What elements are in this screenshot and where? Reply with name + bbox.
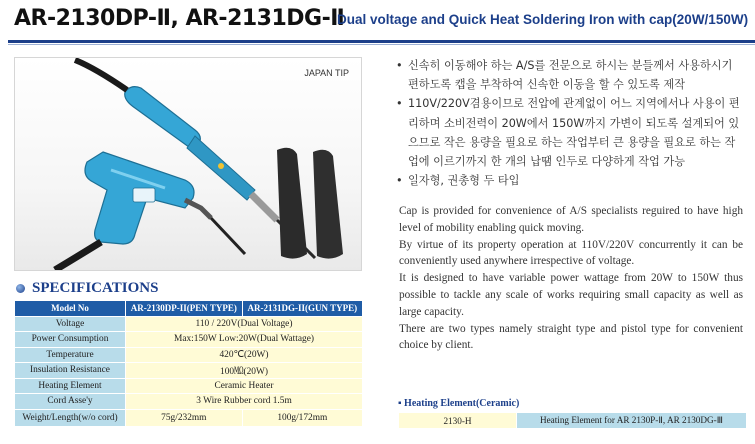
gun-cord xyxy=(55,242,101,270)
description-paragraph: By virtue of its property operation at 110V/220V concurrently it can be conveniently used anywhere irrespective of voltage. xyxy=(399,238,743,268)
row-value-gun: 100g/172mm xyxy=(242,409,362,426)
row-label: Heating Element xyxy=(15,378,126,394)
japan-tip-tag: JAPAN TIP xyxy=(304,68,349,78)
description-paragraph: Cap is provided for convenience of A/S specialists reguired to have high level of mobility enabling quick moving. xyxy=(399,205,743,234)
part-code: 2130-H xyxy=(399,413,517,429)
column-header: AR-2131DG-II(GUN TYPE) xyxy=(242,301,362,317)
heating-element-table xyxy=(398,412,747,429)
row-value: 100㏁(20W) xyxy=(126,363,363,379)
product-photo xyxy=(14,57,362,271)
row-label: Voltage xyxy=(15,316,126,332)
list-item: • 110V/220V겸용이므로 전압에 관계없이 어느 지역에서나 사용이 편리하며 소비전력이 20W에서 150W까지 가변이 되도록 설계되어 있으므로 작은 용량을 필요로 하는 작업부터 큰 용량을 필요로 하는 작업에 이르기까지 한 개의 납땜 인두로 다양하게 작업 가능 xyxy=(396,94,746,171)
korean-feature-list xyxy=(396,56,746,190)
header-divider xyxy=(8,40,755,43)
table-row xyxy=(15,363,363,379)
bullet-icon xyxy=(16,284,25,293)
row-value-pen: 75g/232mm xyxy=(126,409,243,426)
description-paragraph: There are two types namely straight type and pistol type for convenient choice by client. xyxy=(399,322,743,352)
row-label: Weight/Length(w/o cord) xyxy=(15,409,126,426)
soldering-iron-illustration xyxy=(15,58,362,271)
table-row xyxy=(15,332,363,348)
pen-indicator-light xyxy=(218,163,224,169)
cap-right xyxy=(313,150,343,259)
pen-iron-grip xyxy=(125,87,201,150)
pen-cord xyxy=(75,60,127,90)
row-label: Cord Asse'y xyxy=(15,394,126,410)
table-row xyxy=(15,316,363,332)
specifications-title: SPECIFICATIONS xyxy=(32,280,159,296)
row-label: Temperature xyxy=(15,347,126,363)
table-row xyxy=(15,409,363,426)
gun-tip-holder xyxy=(185,200,211,218)
row-value: 3 Wire Rubber cord 1.5m xyxy=(126,394,363,410)
product-title: Dual voltage and Quick Heat Soldering Iron with cap(20W/150W) xyxy=(337,12,749,27)
list-item: • 일자형, 권총형 두 타입 xyxy=(396,171,746,190)
table-header-row xyxy=(15,301,363,317)
row-label: Power Consumption xyxy=(15,332,126,348)
english-description xyxy=(399,203,743,354)
pen-metal-sleeve xyxy=(251,194,277,220)
description-paragraph: It is designed to have variable power wattage from 20W to 150W thus possible to tackle any scale of works requiring small capacity as well as large capacity. xyxy=(399,272,743,318)
part-description: Heating Element for AR 2130P-Ⅱ, AR 2130DG-Ⅲ xyxy=(517,413,747,429)
heating-element-title: Heating Element(Ceramic) xyxy=(404,398,520,409)
cap-left xyxy=(277,148,307,259)
column-header: AR-2130DP-II(PEN TYPE) xyxy=(126,301,243,317)
row-value: 110 / 220V(Dual Voltage) xyxy=(126,316,363,332)
row-value: Ceramic Heater xyxy=(126,378,363,394)
table-row xyxy=(15,378,363,394)
page-header xyxy=(0,0,755,44)
specifications-table xyxy=(14,300,363,427)
table-row xyxy=(15,347,363,363)
row-value: Max:150W Low:20W(Dual Wattage) xyxy=(126,332,363,348)
gun-tip xyxy=(211,218,245,254)
row-value: 420℃(20W) xyxy=(126,347,363,363)
header-divider-thin xyxy=(8,44,755,45)
model-title: AR-2130DP-Ⅱ, AR-2131DG-Ⅱ xyxy=(14,6,345,31)
list-item: • 신속히 이동해야 하는 A/S를 전문으로 하시는 분들께서 사용하시기 편하도록 캡을 부착하여 신속한 이동을 할 수 있도록 제작 xyxy=(396,56,746,94)
row-label: Insulation Resistance xyxy=(15,363,126,379)
table-row xyxy=(399,413,747,429)
column-header: Model No xyxy=(15,301,126,317)
table-row xyxy=(15,394,363,410)
heating-element-heading: ▪ Heating Element(Ceramic) xyxy=(398,398,520,409)
gun-switch xyxy=(133,188,155,202)
